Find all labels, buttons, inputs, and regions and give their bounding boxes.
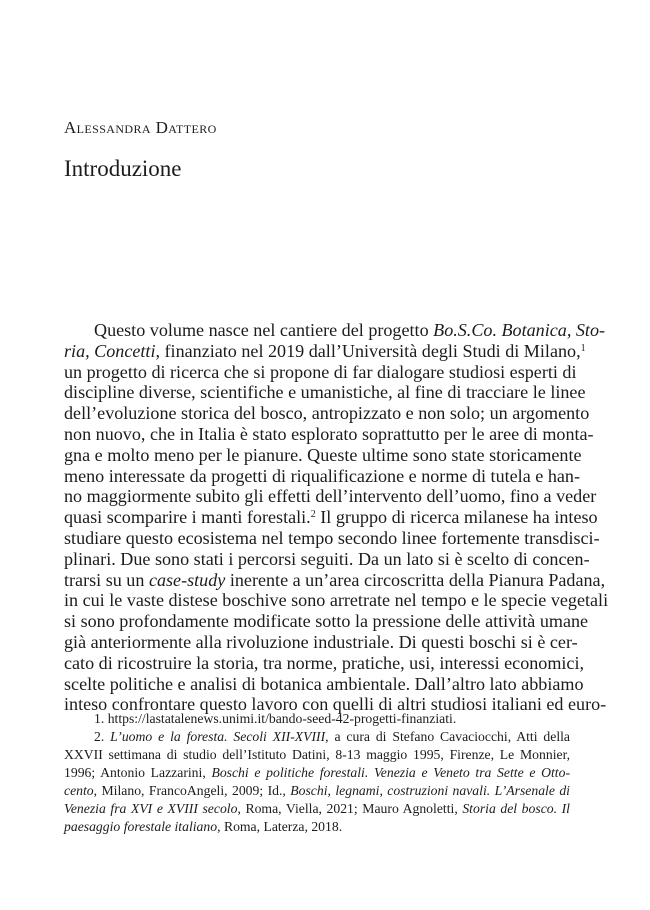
body-line: gna e molto meno per le pianure. Queste ultime sono state storicamente	[64, 444, 582, 465]
footnote-italic-text: Boschi, legnami, costruzioni navali. L’Arsenale di	[290, 783, 570, 798]
body-line: no maggiormente subito gli effetti dell’intervento dell’uomo, fino a veder	[64, 486, 597, 507]
footnote-line: 1. https://lastatalenews.unimi.it/bando-seed-42-progetti-finanziati.	[94, 711, 457, 726]
footnote-italic-text: Storia del bosco. Il	[462, 801, 570, 816]
footnote-ref[interactable]: 1	[580, 342, 586, 354]
footnote-line: Venezia fra XVI e XVIII secolo, Roma, Viella, 2021; Mauro Agnoletti, Storia del bosco. Il	[64, 801, 570, 816]
body-line: già anteriormente alla rivoluzione industriale. Di questi boschi si è cer-	[64, 631, 578, 652]
footnote-italic-text: L’uomo e la foresta. Secoli XII-XVIII	[110, 729, 326, 744]
body-line: studiare questo ecosistema nel tempo secondo linee fortemente transdisci-	[64, 527, 600, 548]
footnote-line: cento, Milano, FrancoAngeli, 2009; Id., Boschi, legnami, costruzioni navali. L’Arsenale di	[64, 783, 570, 798]
body-line: ria, Concetti, finanziato nel 2019 dall’Università degli Studi di Milano,$^1$	[64, 340, 586, 361]
body-line: trarsi su un case-study inerente a un’area circoscritta della Pianura Padana,	[64, 569, 606, 590]
body-paragraph	[64, 320, 609, 715]
footnote-line: 1996; Antonio Lazzarini, Boschi e politiche forestali. Venezia e Veneto tra Sette e Otto-	[64, 765, 570, 780]
footnote-italic-text: cento	[64, 783, 94, 798]
footnote-italic-text: Venezia fra XVI e XVIII secolo	[64, 801, 238, 816]
body-italic-text: case-study	[148, 569, 226, 590]
body-italic-text: Bo.S.Co. Botanica, Sto-	[433, 320, 606, 340]
body-line: Questo volume nasce nel cantiere del progetto Bo.S.Co. Botanica, Sto-	[94, 320, 606, 340]
body-italic-text: ria, Concetti	[64, 340, 156, 361]
body-line: un progetto di ricerca che si propone di far dialogare studiosi esperti di	[64, 361, 577, 382]
body-line: discipline diverse, scientifiche e umanistiche, al fine di tracciare le linee	[64, 382, 586, 403]
footnote-italic-text: paesaggio forestale italiano	[64, 819, 218, 834]
footnote-line: 2. L’uomo e la foresta. Secoli XII-XVIII, a cura di Stefano Cavaciocchi, Atti della	[94, 729, 571, 744]
footnotes	[64, 710, 570, 836]
body-line: dell’evoluzione storica del bosco, antropizzato e non solo; un argomento	[64, 403, 590, 424]
footnote-line: XXVII settimana di studio dell’Istituto Datini, 8-13 maggio 1995, Firenze, Le Monnier,	[64, 747, 570, 762]
body-line: non nuovo, che in Italia è stato esplorato soprattutto per le aree di monta-	[64, 423, 594, 444]
author-name: Alessandra Dattero	[64, 118, 217, 137]
footnote-ref[interactable]: 2	[310, 509, 316, 521]
body-line: plinari. Due sono stati i percorsi seguiti. Da un lato si è scelto di concen-	[64, 548, 590, 569]
footnote-italic-text: Boschi e politiche forestali. Venezia e Veneto tra Sette e Otto-	[211, 765, 570, 780]
body-line: scelte politiche e analisi di botanica ambientale. Dall’altro lato abbiamo	[64, 673, 584, 694]
chapter-title: Introduzione	[64, 156, 182, 181]
body-line: inteso confrontare questo lavoro con quelli di altri studiosi italiani ed euro-	[64, 694, 607, 715]
body-line: in cui le vaste distese boschive sono arretrate nel tempo e le specie vegetali	[64, 590, 609, 611]
body-line: si sono profondamente modificate sotto la pressione delle attività umane	[64, 611, 589, 632]
body-line: meno interessate da progetti di riqualificazione e norme di tutela e han-	[64, 465, 580, 486]
body-line: cato di ricostruire la storia, tra norme, pratiche, usi, interessi economici,	[64, 652, 585, 673]
body-line: quasi scomparire i manti forestali.$^2$ Il gruppo di ricerca milanese ha inteso	[64, 507, 598, 528]
footnote-line: paesaggio forestale italiano, Roma, Laterza, 2018.	[64, 819, 343, 834]
